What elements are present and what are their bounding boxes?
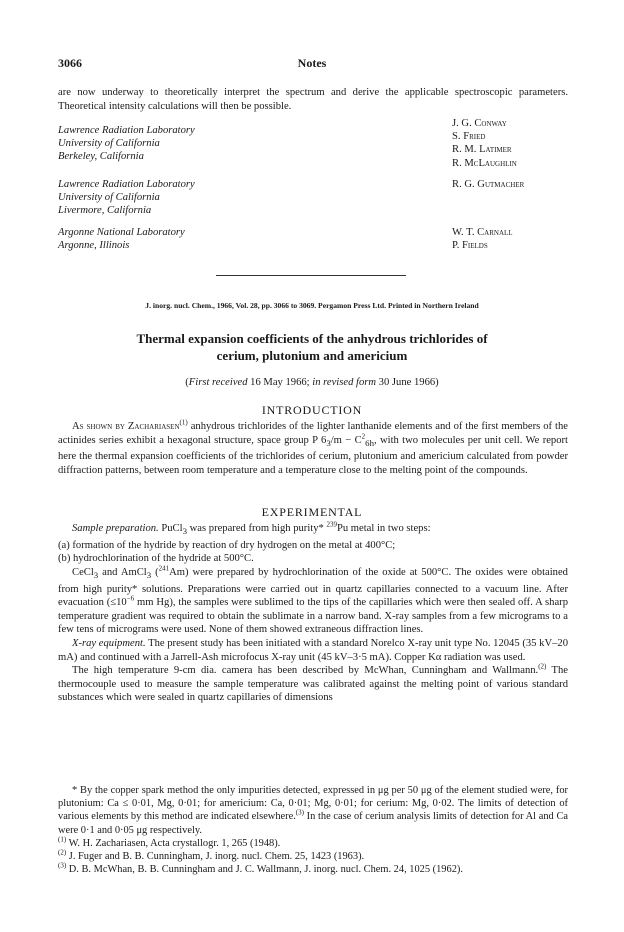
revised-label: in revised form [312, 377, 377, 388]
received-label: First received [188, 377, 248, 388]
authors-argonne [452, 226, 513, 252]
author-name: P. Fields [452, 240, 488, 252]
step-a: (a) formation of the hydride by reaction of dry hydrogen on the metal at 400°C; [58, 539, 396, 551]
step-b: (b) hydrochlorination of the hydride at 500°C. [58, 553, 254, 565]
title-line: Thermal expansion coefficients of the anhydrous trichlorides of [136, 331, 488, 346]
affiliation-line: Argonne National Laboratory [58, 227, 185, 238]
author-name: R. M. Latimer [452, 144, 512, 156]
reference-item: $^{(3)}$ D. B. McWhan, B. B. Cunningham and J. C. Wallmann, J. inorg. nucl. Chem. 24, 1025 (1962). [58, 861, 463, 876]
footnotes [58, 784, 568, 876]
received-dates: (First received 16 May 1966; in revised form 30 June 1966) [185, 377, 439, 388]
author-name: J. G. Conway [452, 118, 507, 129]
journal-citation: J. inorg. nucl. Chem., 1966, Vol. 28, pp. 3066 to 3069. Pergamon Press Ltd. Printed in Northern Ireland [145, 301, 479, 310]
title-line: cerium, plutonium and americium [216, 348, 408, 363]
article-title [90, 330, 534, 364]
affiliation-line: Berkeley, California [58, 151, 144, 163]
affiliation-line: Lawrence Radiation Laboratory [58, 125, 195, 136]
camera-paragraph: The high temperature 9-cm dia. camera has been described by McWhan, Cunningham and Wallmann.$^{(2)}$ The thermocouple used to measure the sample temperature was calibrated against the melting point of various standard substances which were sealed in quartz capillaries of dimensions [58, 662, 568, 704]
affiliation-berkeley [58, 124, 195, 164]
introduction-paragraph: As shown by Zachariasen$^{(1)}$ anhydrous trichlorides of the lighter lanthanide elements and of the first members of the actinides series exhibit a hexagonal structure, space group P $6_3/m - C^2_{6h}$, with two molecules per unit cell. We report here the thermal expansion coefficients of the trichlorides of cerium, plutonium and americium calculated from powder diffraction patterns, between room temperature and a temperature close to the melting point of the compounds. [58, 418, 568, 476]
author-name: W. T. Carnall [452, 227, 513, 238]
affiliation-livermore [58, 178, 195, 218]
page-number: 3066 [58, 56, 82, 70]
affiliation-line: Argonne, Illinois [58, 240, 130, 252]
author-name: R. G. Gutmacher [452, 179, 525, 190]
affiliation-line: Lawrence Radiation Laboratory [58, 179, 195, 190]
experimental-body [58, 522, 568, 705]
author-name: S. Fried [452, 131, 486, 143]
affiliation-line: University of California [58, 192, 160, 204]
section-heading-introduction: INTRODUCTION [261, 403, 363, 417]
authors-livermore [452, 178, 524, 191]
reference-item: $^{(1)}$ W. H. Zachariasen, Acta crystallogr. 1, 265 (1948). [58, 835, 281, 849]
affiliation-line: Livermore, California [58, 205, 152, 217]
section-heading-experimental: EXPERIMENTAL [261, 505, 363, 519]
reference-item: $^{(2)}$ J. Fuger and B. B. Cunningham, J. inorg. nucl. Chem. 25, 1423 (1963). [58, 848, 365, 863]
sample-preparation-paragraph: Sample preparation. PuCl$_3$ was prepared from high purity* $^{239}$Pu metal in two steps: [72, 520, 431, 537]
running-header: Notes [297, 56, 327, 70]
authors-berkeley [452, 117, 517, 170]
affiliation-argonne [58, 226, 185, 252]
impurity-footnote: * By the copper spark method the only impurities detected, expressed in μg per 50 μg of the element studied were, for plutonium: Ca ≤ 0·01, Mg, 0·01; for americium: Ca, 0·01; Mg, 0·01; for cerium: Mg, 0·02. The limits of detection of various elements by this method are indicated elsewhere.$^{(3)}$ In the case of cerium analysis limits of detection for Al and Ca were 0·1 and 0·05 μg respectively. [58, 785, 568, 836]
affiliation-line: University of California [58, 138, 160, 150]
author-name: R. McLaughlin [452, 157, 517, 169]
article-divider [216, 275, 406, 276]
continued-paragraph: are now underway to theoretically interpret the spectrum and derive the applicable spectroscopic parameters. Theoretical intensity calculations will then be possible. [58, 87, 568, 112]
xray-equipment-paragraph: X-ray equipment. The present study has been initiated with a standard Norelco X-ray unit type No. 12045 (35 kV–20 mA) and continued with a Jarrell-Ash microfocus X-ray unit (45 kV–3·5 mA). Copper Kα radiation was used. [58, 637, 568, 663]
oxide-preparation-paragraph: CeCl$_3$ and AmCl$_3$ ($^{241}$Am) were prepared by hydrochlorination of the oxide at 500°C. The oxides were obtained from high purity* solutions. Preparations were carried out in quartz capillaries connected to a vacuum line. After evacuation ($\le 10^{-6}$ mm Hg), the samples were sublimed to the tips of the capillaries which were then sealed off. A sharp temperature gradient was required to obtain the sublimate in a narrow band. X-ray samples from a few micrograms to a few tens of micrograms were used. None of them showed extraneous diffraction lines. [58, 564, 569, 636]
